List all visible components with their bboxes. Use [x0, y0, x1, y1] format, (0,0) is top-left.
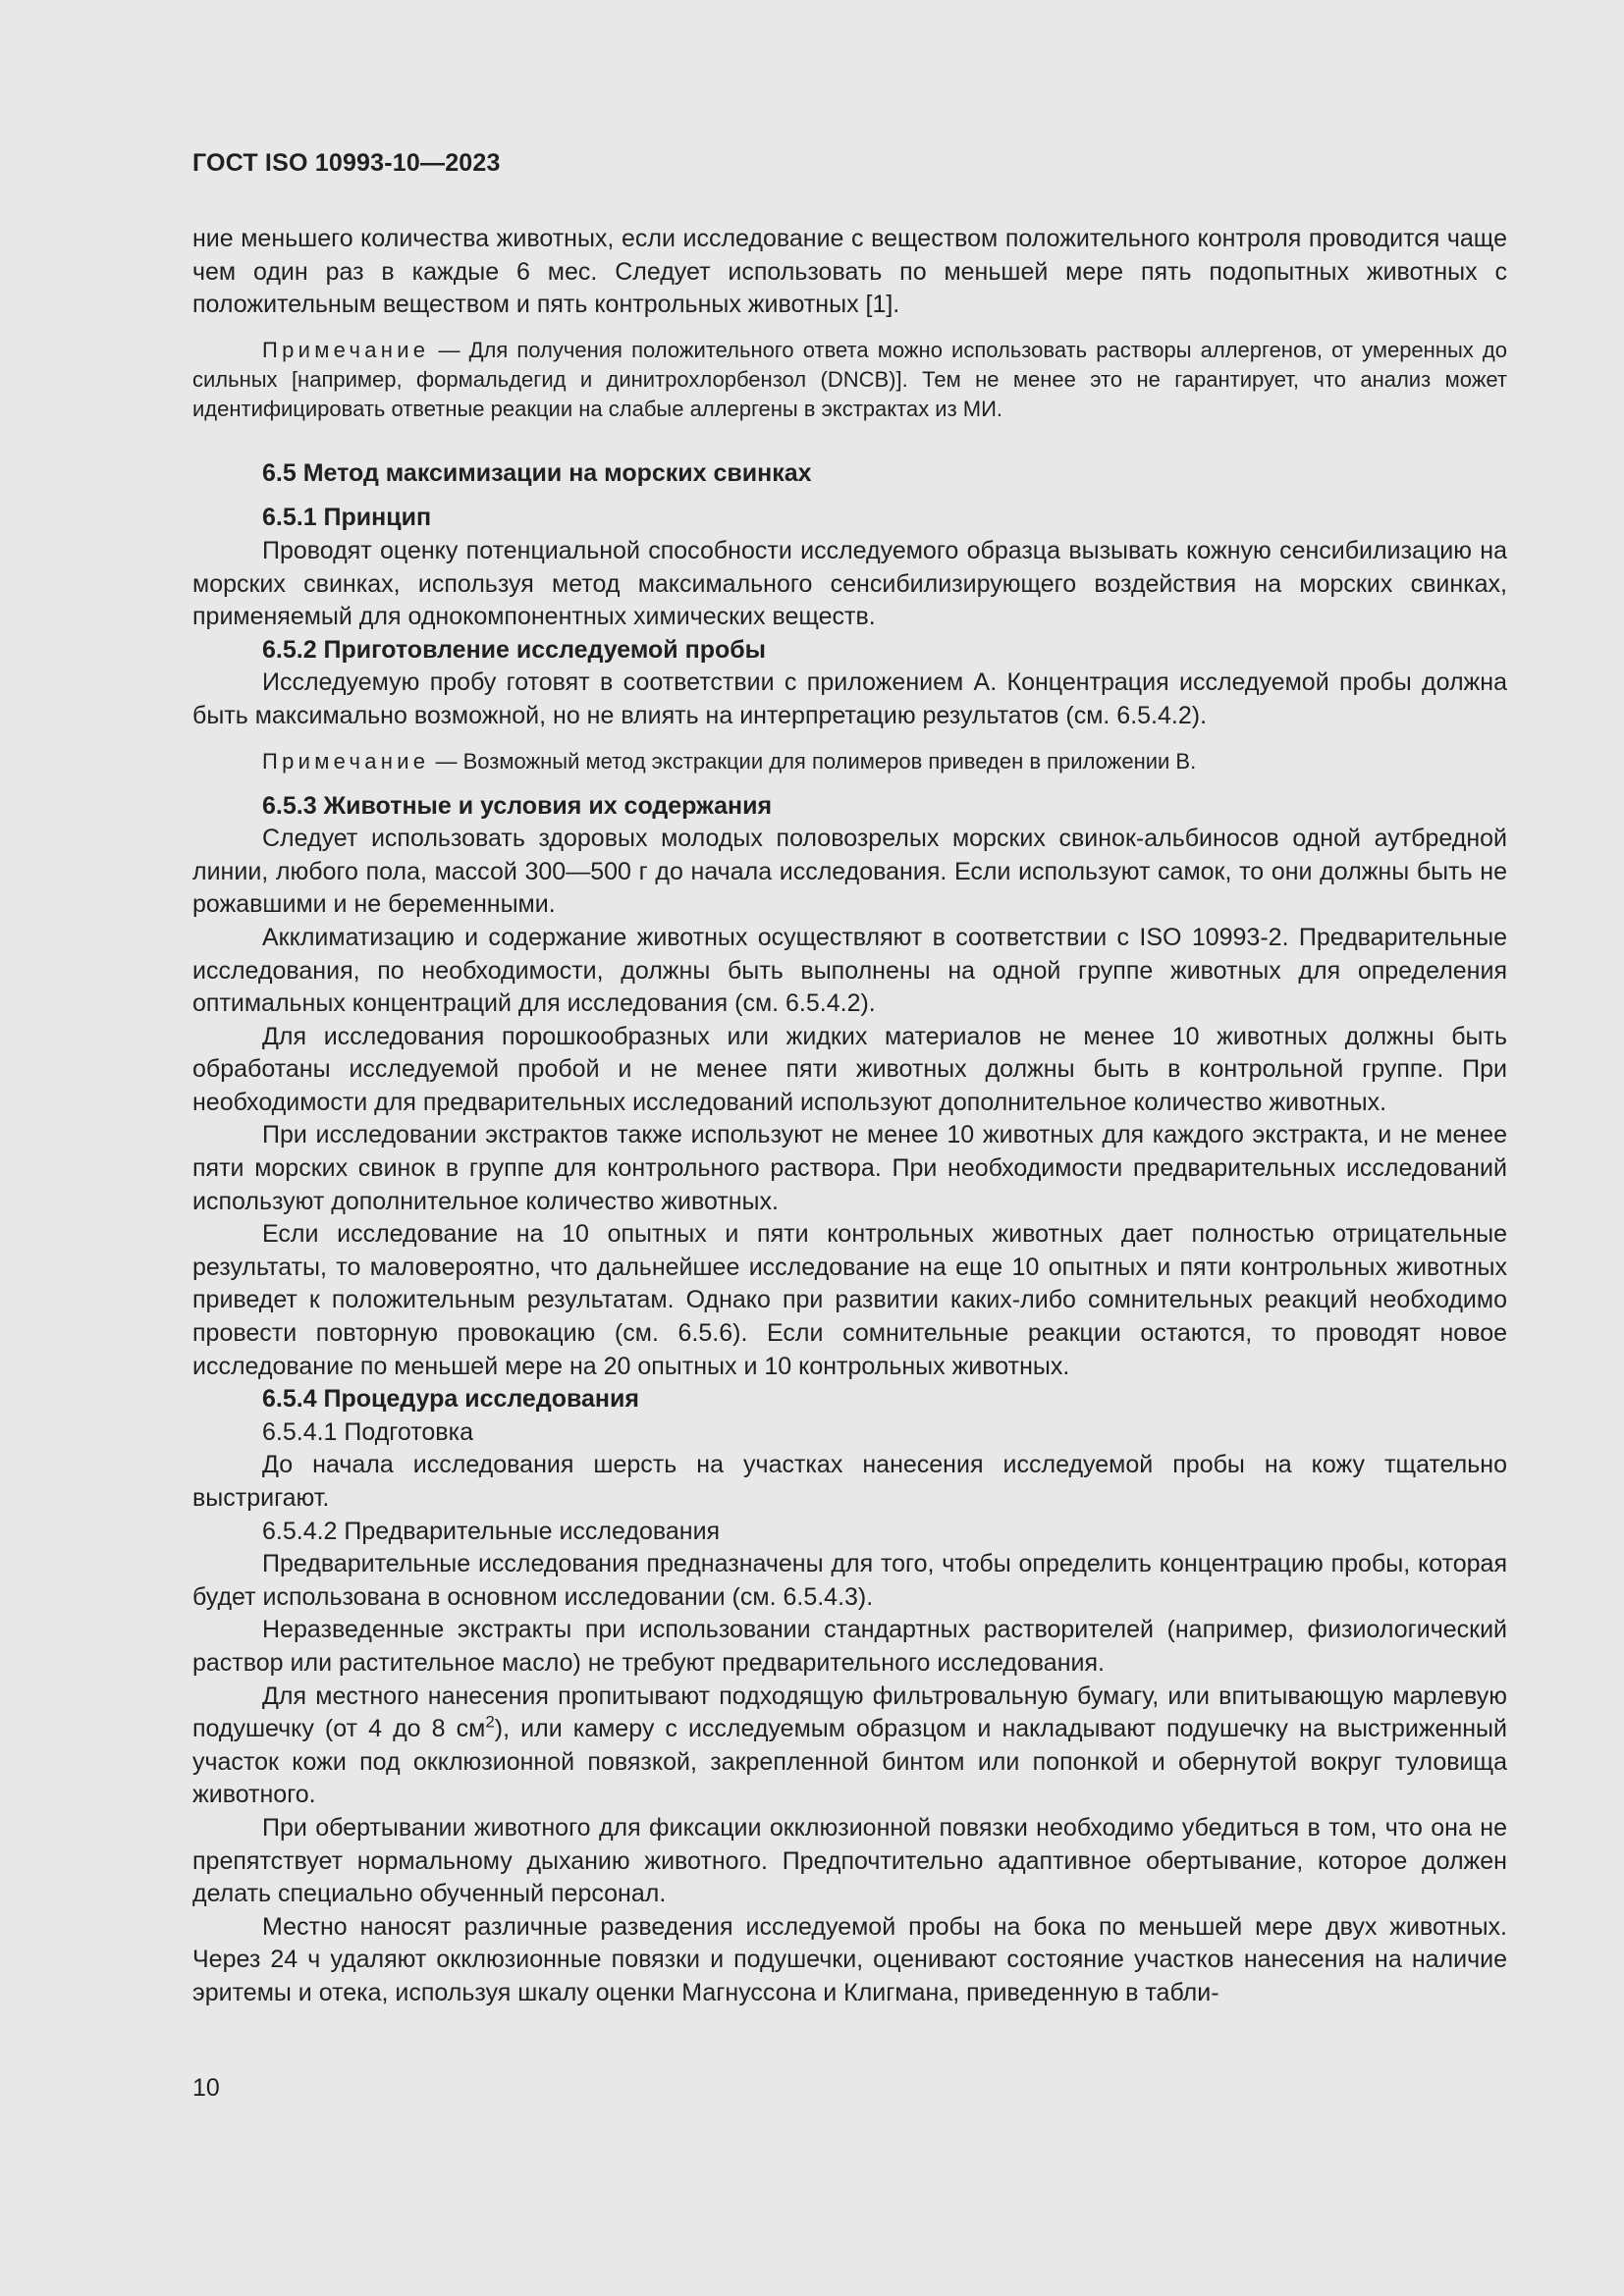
paragraph-6-5-2: Исследуемую пробу готовят в соответствии с приложением А. Концентрация исследуемой пробы должна быть максимально возможной, но не влиять на интерпретацию результатов (см. 6.5.4.2).: [192, 668, 1507, 729]
section-heading-6-5-4-2: 6.5.4.2 Предварительные исследования: [262, 1517, 721, 1545]
paragraph-6-5-4-2-3: [192, 1681, 1507, 1812]
page-number: 10: [192, 2074, 220, 2102]
paragraph-6-5-4-2-2: Неразведенные экстракты при использовании стандартных растворителей (например, физиологический раствор или растительное масло) не требуют предварительного исследования.: [192, 1616, 1507, 1677]
section-heading-6-5-4: 6.5.4 Процедура исследования: [262, 1385, 639, 1414]
paragraph-6-5-4-2-1: Предварительные исследования предназначены для того, чтобы определить концентрацию пробы, которая будет использована в основном исследовании (см. 6.5.4.3).: [192, 1550, 1507, 1611]
intro-paragraph: ние меньшего количества животных, если исследование с веществом положительного контроля проводится чаще чем один раз в каждые 6 мес. Следует использовать по меньшей мере пять подопытных животных с положительным веществом и пять контрольных животных [1].: [192, 225, 1507, 319]
paragraph-6-5-4-2-4: При обертывании животного для фиксации окклюзионной повязки необходимо убедиться в том, что она не препятствует нормальному дыханию животного. Предпочтительно адаптивное обертывание, которое должен делать специально обученный персонал.: [192, 1813, 1507, 1908]
note-dash: —: [429, 748, 463, 774]
superscript: 2: [485, 1712, 495, 1732]
note-dash: —: [429, 337, 469, 362]
section-heading-6-5-4-1: 6.5.4.1 Подготовка: [262, 1417, 473, 1446]
note-label: Примечание: [262, 337, 430, 362]
document-header: ГОСТ ISO 10993-10—2023: [192, 149, 501, 177]
paragraph-6-5-3-3: Для исследования порошкообразных или жидких материалов не менее 10 животных должны быть обработаны исследуемой пробой и не менее пяти животных должны быть в контрольной группе. При необходимости для предварительных исследований используют дополнительное количество животных.: [192, 1022, 1507, 1116]
note-text: Для получения положительного ответа можно использовать растворы аллергенов, от умеренных до сильных [например, формальдегид и динитрохлорбензол (DNCB)]. Тем не менее это не гарантирует, что анализ может идентифицировать ответные реакции на слабые аллергены в экстрактах из МИ.: [192, 337, 1507, 421]
paragraph-6-5-3-2: Акклиматизацию и содержание животных осуществляют в соответствии с ISO 10993-2. Предварительные исследования, по необходимости, должны быть выполнены на одной группе животных для определения оптимальных концентраций для исследования (см. 6.5.4.2).: [192, 923, 1507, 1018]
paragraph-6-5-3-1: Следует использовать здоровых молодых половозрелых морских свинок-альбиносов одной аутбредной линии, любого пола, массой 300—500 г до начала исследования. Если используют самок, то они должны быть не рожавшими и не беременными.: [192, 825, 1507, 919]
paragraph-6-5-4-1: До начала исследования шерсть на участках нанесения исследуемой пробы на кожу тщательно выстригают.: [192, 1451, 1507, 1512]
paragraph-text: ), или камеру с исследуемым образцом и накладывают подушечку на выстриженный участок кожи под окклюзионной повязкой, закрепленной бинтом или попонкой и обернутой вокруг туловища животного.: [192, 1715, 1507, 1809]
section-heading-6-5: 6.5 Метод максимизации на морских свинках: [262, 458, 812, 487]
paragraph-6-5-3-4: При исследовании экстрактов также используют не менее 10 животных для каждого экстракта, и не менее пяти морских свинок в группе для контрольного раствора. При необходимости предварительных исследований используют дополнительное количество животных.: [192, 1121, 1507, 1215]
intro-note: [192, 336, 1507, 424]
note-text: Возможный метод экстракции для полимеров приведен в приложении В.: [462, 748, 1197, 774]
paragraph-6-5-1: Проводят оценку потенциальной способности исследуемого образца вызывать кожную сенсибилизацию на морских свинках, используя метод максимального сенсибилизирующего воздействия на морских свинках, применяемый для однокомпонентных химических веществ.: [192, 536, 1507, 631]
note-6-5-2: [192, 747, 1507, 776]
section-heading-6-5-2: 6.5.2 Приготовление исследуемой пробы: [262, 635, 767, 664]
page-body: [192, 223, 1507, 2010]
paragraph-text: Для местного нанесения пропитывают подходящую фильтровальную бумагу, или впитывающую марлевую подушечку (от 4 до 8 см: [192, 1682, 1507, 1743]
paragraph-6-5-4-2-5: Местно наносят различные разведения исследуемой пробы на бока по меньшей мере двух животных. Через 24 ч удаляют окклюзионные повязки и подушечки, оценивают состояние участков нанесения на наличие эритемы и отека, используя шкалу оценки Магнуссона и Клигмана, приведенную в табли-: [192, 1912, 1507, 2006]
note-label: Примечание: [262, 748, 430, 774]
section-heading-6-5-1: 6.5.1 Принцип: [262, 504, 432, 532]
section-heading-6-5-3: 6.5.3 Животные и условия их содержания: [262, 791, 773, 820]
paragraph-6-5-3-5: Если исследование на 10 опытных и пяти контрольных животных дает полностью отрицательные результаты, то маловероятно, что дальнейшее исследование на еще 10 опытных и пяти контрольных животных приведет к положительным результатам. Однако при развитии каких-либо сомнительных реакций необходимо провести повторную провокацию (см. 6.5.6). Если сомнительные реакции остаются, то проводят новое исследование по меньшей мере на 20 опытных и 10 контрольных животных.: [192, 1220, 1507, 1380]
